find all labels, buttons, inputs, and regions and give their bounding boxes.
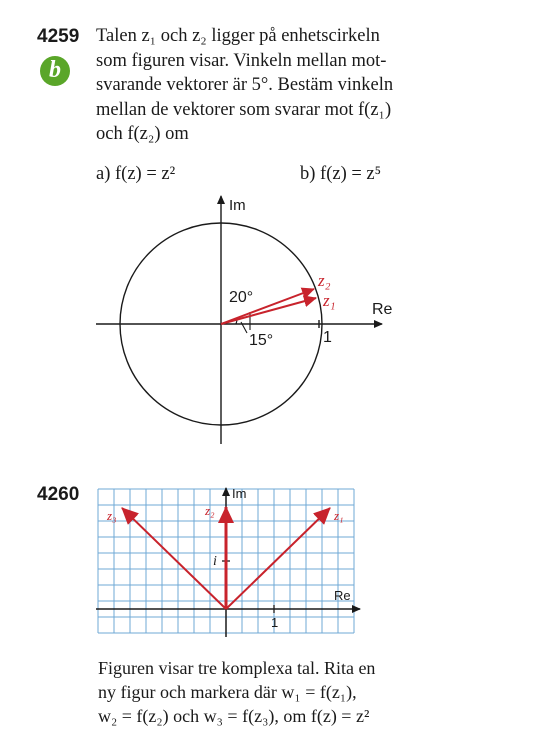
- z2-label: z₂: [318, 271, 331, 290]
- grid-one-label: 1: [271, 615, 279, 630]
- text-line: Figuren visar tre komplexa tal. Rita en: [98, 658, 376, 678]
- text-line: svarande vektorer är 5°. Bestäm vinkeln: [96, 75, 394, 95]
- text-line: w₂ = f(z₂) och w₃ = f(z₃), om f(z) = z²: [98, 706, 370, 726]
- grid-figure: [96, 486, 360, 637]
- part-b: b) f(z) = z⁵: [300, 164, 382, 184]
- im-label: Im: [229, 197, 246, 214]
- grid-im-label: Im: [232, 486, 247, 501]
- grid-i-label: i: [213, 554, 217, 569]
- grid-z3-label: z₃: [107, 508, 117, 523]
- re-label: Re: [372, 301, 393, 318]
- part-a: a) f(z) = z²: [96, 164, 176, 184]
- text-line: ny figur och markera där w₁ = f(z₁),: [98, 682, 357, 702]
- text-line: och f(z₂) om: [96, 124, 189, 144]
- problem-number-4259: 4259: [37, 26, 80, 47]
- problem-number-4260: 4260: [37, 484, 80, 505]
- grid-re-label: Re: [334, 588, 351, 603]
- text-line: mellan de vektorer som svarar mot f(z₁): [96, 99, 392, 120]
- grid-z2-label: z₂: [205, 503, 215, 518]
- z1-label: z₁: [323, 291, 336, 310]
- text-line: Talen z₁ och z₂ ligger på enhetscirkeln: [96, 26, 380, 46]
- level-badge: b: [40, 56, 70, 86]
- one-label: 1: [323, 329, 332, 346]
- grid-z1-label: z₁: [334, 508, 344, 523]
- angle-20-label: 20°: [229, 289, 254, 306]
- text-line: som figuren visar. Vinkeln mellan mot-: [96, 50, 387, 71]
- problem-4260-text: [98, 656, 375, 728]
- angle-15-label: 15°: [249, 332, 274, 349]
